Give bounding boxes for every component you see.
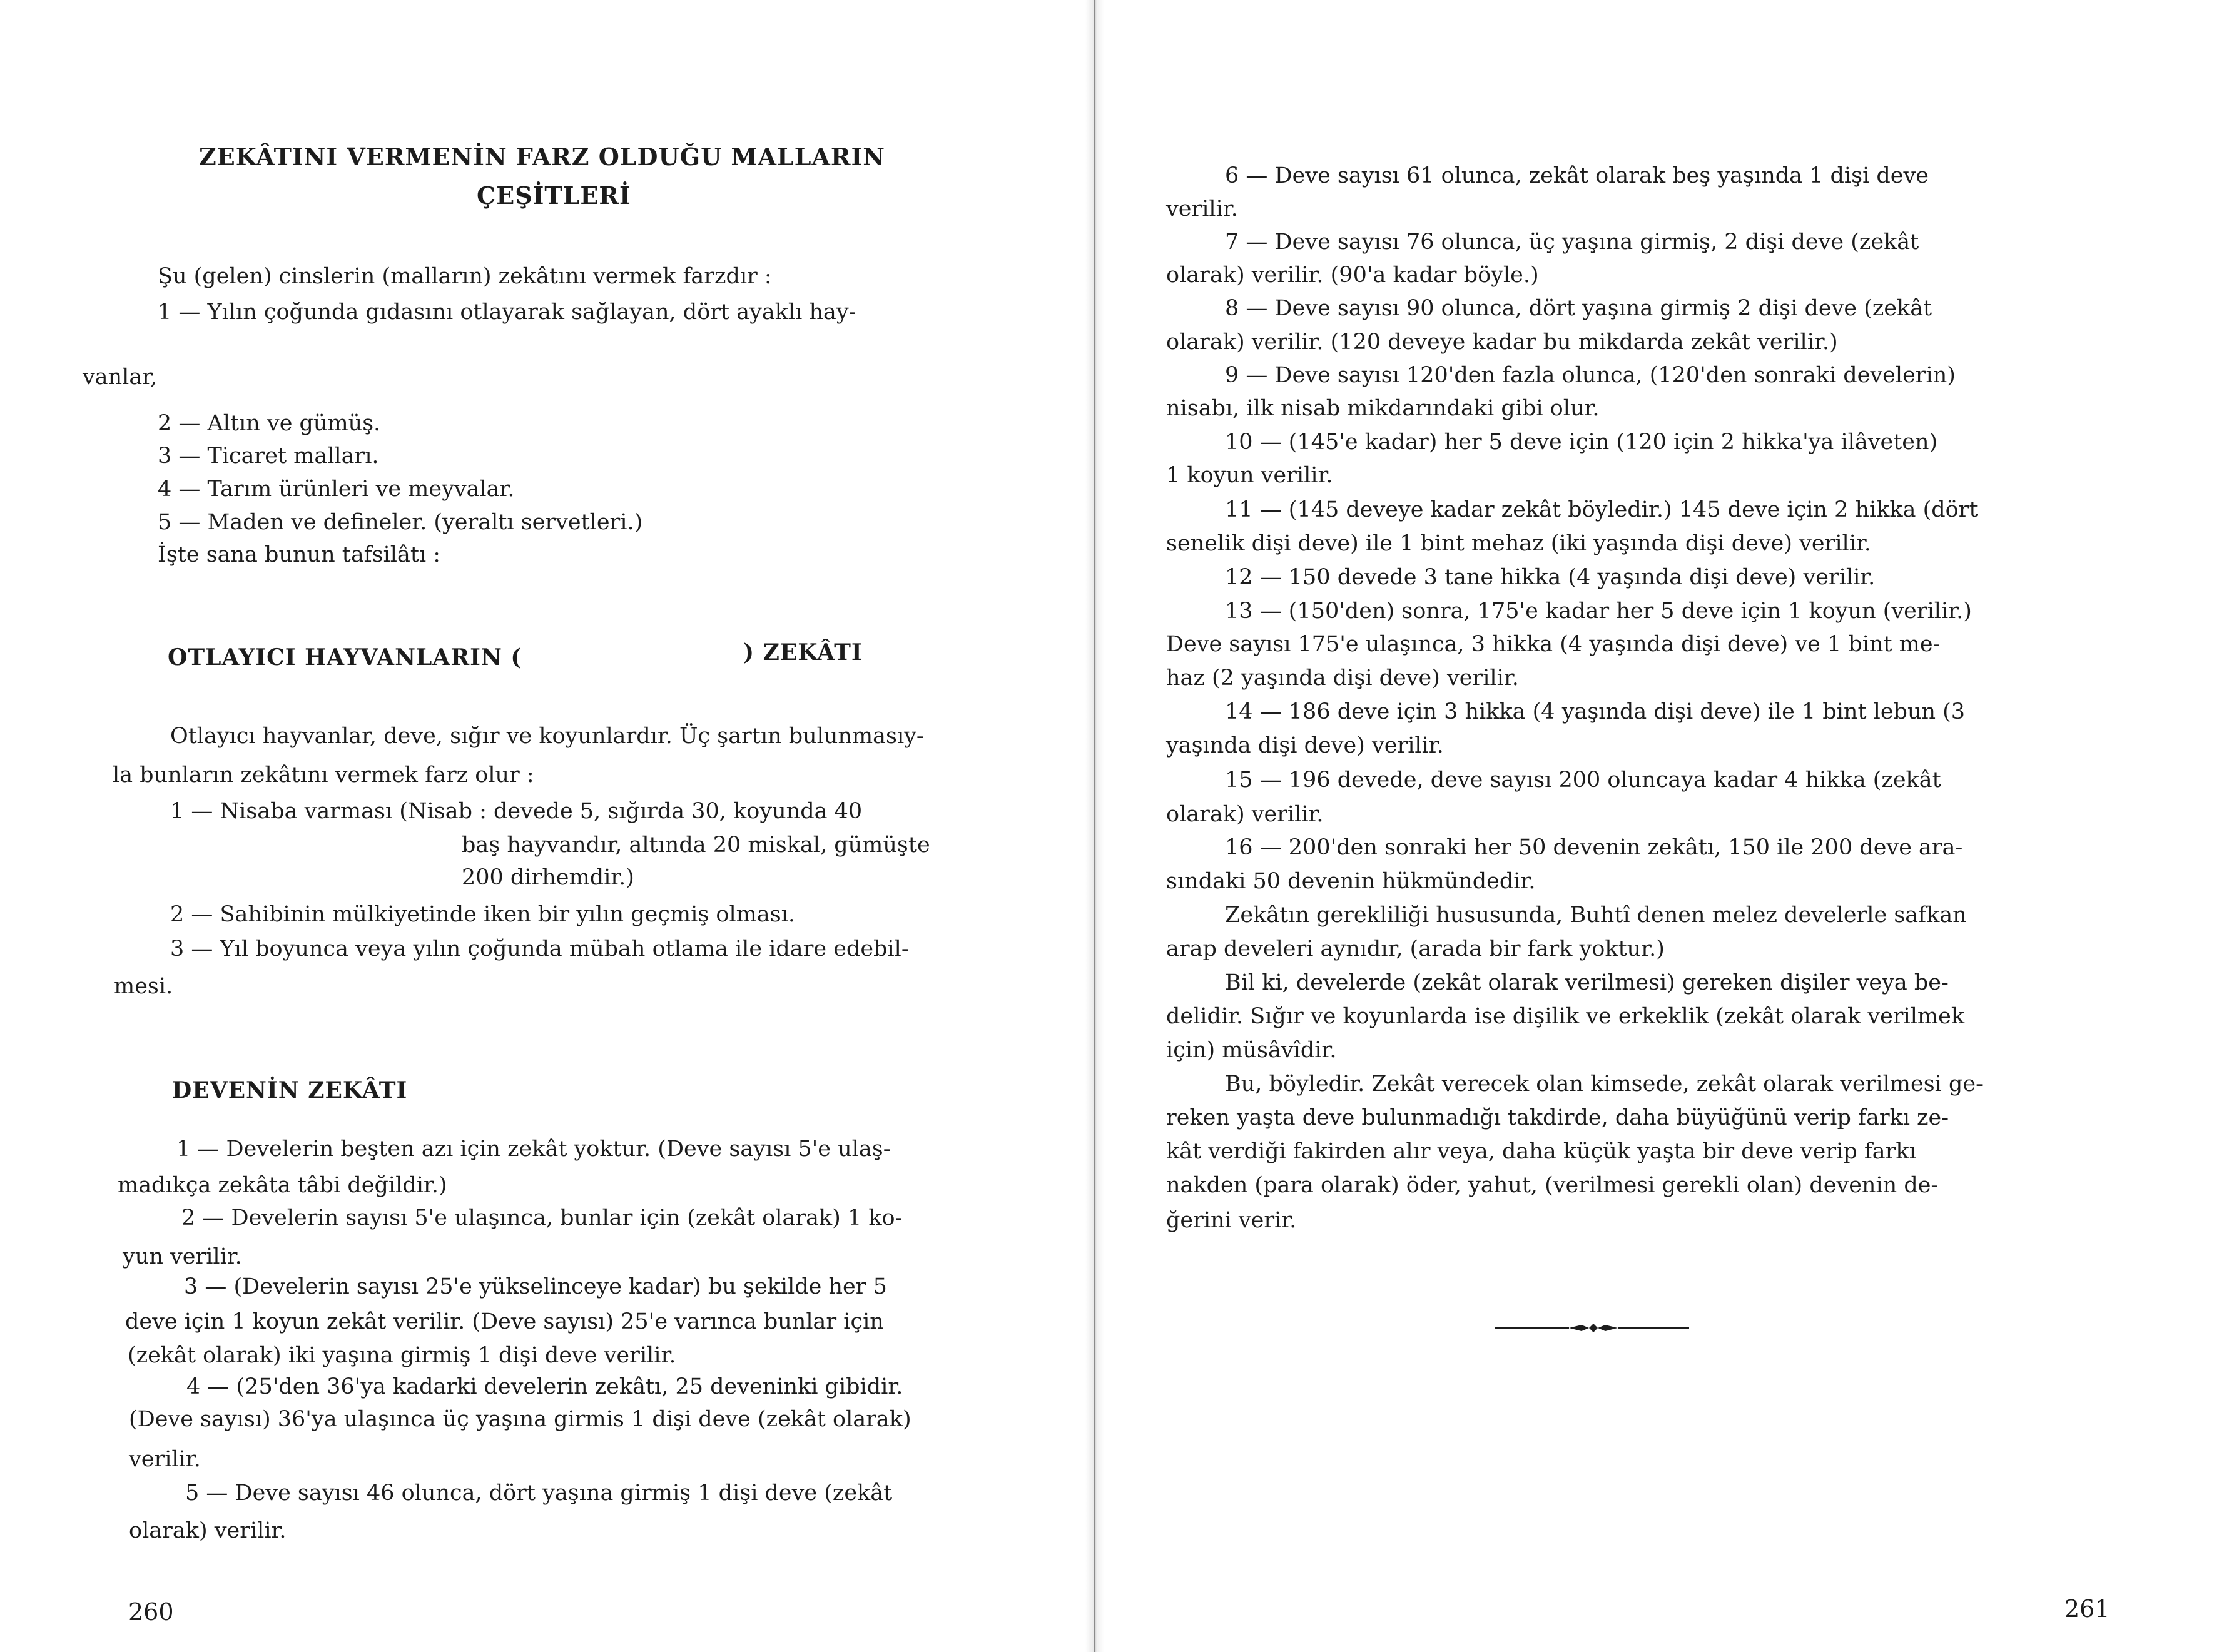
intro-line: vanlar, [83, 365, 158, 390]
intro-line: 3 — Ticaret malları. [158, 443, 379, 469]
body-line: 10 — (145'e kadar) her 5 deve için (120 için 2 hikka'ya ilâveten) [1225, 430, 1938, 455]
section1-line: baş hayvandır, altında 20 miskal, gümüşte [462, 833, 930, 858]
body-line: sındaki 50 devenin hükmündedir. [1166, 869, 1536, 894]
body-line: olarak) verilir. [1166, 802, 1324, 827]
end-ornament-icon [1495, 1319, 1689, 1337]
intro-line: İşte sana bunun tafsilâtı : [158, 542, 441, 567]
section2-line: yun verilir. [123, 1244, 242, 1269]
body-line: yaşında dişi deve) verilir. [1166, 733, 1444, 758]
section2-line: 3 — (Develerin sayısı 25'e yükselinceye kadar) bu şekilde her 5 [184, 1274, 887, 1299]
body-line: Bu, böyledir. Zekât verecek olan kimsede, zekât olarak verilmesi ge- [1225, 1072, 1983, 1097]
body-line: 6 — Deve sayısı 61 olunca, zekât olarak beş yaşında 1 dişi deve [1225, 163, 1929, 188]
section1-line: la bunların zekâtını vermek farz olur : [113, 763, 534, 788]
section2-line: (Deve sayısı) 36'ya ulaşınca üç yaşına girmis 1 dişi deve (zekât olarak) [129, 1407, 911, 1432]
body-line: 9 — Deve sayısı 120'den fazla olunca, (120'den sonraki develerin) [1225, 363, 1956, 388]
intro-line: 4 — Tarım ürünleri ve meyvalar. [158, 477, 515, 502]
body-line: haz (2 yaşında dişi deve) verilir. [1166, 666, 1519, 691]
body-line: 14 — 186 deve için 3 hikka (4 yaşında dişi deve) ile 1 bint lebun (3 [1225, 699, 1966, 724]
title-line-2: ÇEŞİTLERİ [477, 181, 631, 210]
body-line: Zekâtın gerekliliği hususunda, Buhtî denen melez develerle safkan [1225, 903, 1967, 928]
body-line: 13 — (150'den) sonra, 175'e kadar her 5 deve için 1 koyun (verilir.) [1225, 599, 1972, 624]
page-number-right: 261 [2064, 1595, 2110, 1623]
body-line: 8 — Deve sayısı 90 olunca, dört yaşına girmiş 2 dişi deve (zekât [1225, 296, 1932, 321]
body-line: olarak) verilir. (90'a kadar böyle.) [1166, 263, 1539, 288]
section-title-deve: DEVENİN ZEKÂTI [172, 1077, 408, 1103]
section2-line: 2 — Develerin sayısı 5'e ulaşınca, bunlar için (zekât olarak) 1 ko- [181, 1205, 903, 1230]
page-number-left: 260 [128, 1598, 174, 1626]
body-line: 1 koyun verilir. [1166, 463, 1333, 488]
body-line: 11 — (145 deveye kadar zekât böyledir.) 145 deve için 2 hikka (dört [1225, 497, 1978, 522]
intro-line: Şu (gelen) cinslerin (malların) zekâtını vermek farzdır : [158, 264, 772, 289]
section-title-otlayici-end: ) ZEKÂTI [743, 639, 863, 666]
section2-line: 1 — Develerin beşten azı için zekât yoktur. (Deve sayısı 5'e ulaş- [176, 1137, 891, 1162]
body-line: ğerini verir. [1166, 1208, 1297, 1233]
section1-line: 1 — Nisaba varması (Nisab : devede 5, sığırda 30, koyunda 40 [170, 799, 863, 824]
section1-line: mesi. [114, 974, 173, 999]
body-line: verilir. [1166, 196, 1238, 221]
body-line: 15 — 196 devede, deve sayısı 200 oluncaya kadar 4 hikka (zekât [1225, 768, 1941, 793]
body-line: olarak) verilir. (120 deveye kadar bu mikdarda zekât verilir.) [1166, 330, 1838, 355]
section2-line: verilir. [129, 1447, 201, 1472]
body-line: 7 — Deve sayısı 76 olunca, üç yaşına girmiş, 2 dişi deve (zekât [1225, 230, 1919, 255]
section2-line: 4 — (25'den 36'ya kadarki develerin zekâtı, 25 deveninki gibidir. [186, 1374, 903, 1399]
intro-line: 5 — Maden ve defineler. (yeraltı servetleri.) [158, 510, 643, 535]
body-line: kât verdiği fakirden alır veya, daha küçük yaşta bir deve verip farkı [1166, 1139, 1916, 1164]
section2-line: (zekât olarak) iki yaşına girmiş 1 dişi deve verilir. [128, 1343, 676, 1368]
section2-line: olarak) verilir. [129, 1518, 287, 1543]
intro-line: 1 — Yılın çoğunda gıdasını otlayarak sağlayan, dört ayaklı hay- [158, 300, 856, 325]
body-line: Bil ki, develerde (zekât olarak verilmesi) gereken dişiler veya be- [1225, 970, 1949, 995]
body-line: nisabı, ilk nisab mikdarındaki gibi olur. [1166, 396, 1600, 421]
title-line-1: ZEKÂTINI VERMENİN FARZ OLDUĞU MALLARIN [199, 143, 885, 171]
section2-line: 5 — Deve sayısı 46 olunca, dört yaşına girmiş 1 dişi deve (zekât [185, 1481, 893, 1506]
body-line: Deve sayısı 175'e ulaşınca, 3 hikka (4 yaşında dişi deve) ve 1 bint me- [1166, 632, 1941, 657]
body-line: delidir. Sığır ve koyunlarda ise dişilik ve erkeklik (zekât olarak verilmek [1166, 1004, 1965, 1029]
body-line: 12 — 150 devede 3 tane hikka (4 yaşında dişi deve) verilir. [1225, 565, 1876, 590]
body-line: 16 — 200'den sonraki her 50 devenin zekâtı, 150 ile 200 deve ara- [1225, 835, 1963, 860]
right-page [1101, 0, 2234, 1652]
body-line: nakden (para olarak) öder, yahut, (verilmesi gerekli olan) devenin de- [1166, 1173, 1939, 1198]
section1-line: 200 dirhemdir.) [462, 865, 634, 890]
section1-line: 2 — Sahibinin mülkiyetinde iken bir yılın geçmiş olması. [170, 902, 796, 927]
gutter-fold-line [1094, 0, 1095, 1652]
section-title-otlayici: OTLAYICI HAYVANLARIN ( [168, 644, 522, 671]
left-page [0, 0, 1089, 1652]
body-line: reken yaşta deve bulunmadığı takdirde, daha büyüğünü verip farkı ze- [1166, 1105, 1949, 1130]
section2-line: madıkça zekâta tâbi değildir.) [118, 1173, 447, 1198]
section1-line: Otlayıcı hayvanlar, deve, sığır ve koyunlardır. Üç şartın bulunmasıy- [170, 724, 924, 749]
section1-line: 3 — Yıl boyunca veya yılın çoğunda mübah otlama ile idare edebil- [170, 936, 909, 961]
body-line: için) müsâvîdir. [1166, 1038, 1337, 1063]
intro-line: 2 — Altın ve gümüş. [158, 411, 381, 436]
body-line: senelik dişi deve) ile 1 bint mehaz (iki yaşında dişi deve) verilir. [1166, 531, 1871, 556]
section2-line: deve için 1 koyun zekât verilir. (Deve sayısı) 25'e varınca bunlar için [125, 1309, 884, 1334]
body-line: arap develeri aynıdır, (arada bir fark yoktur.) [1166, 936, 1665, 961]
